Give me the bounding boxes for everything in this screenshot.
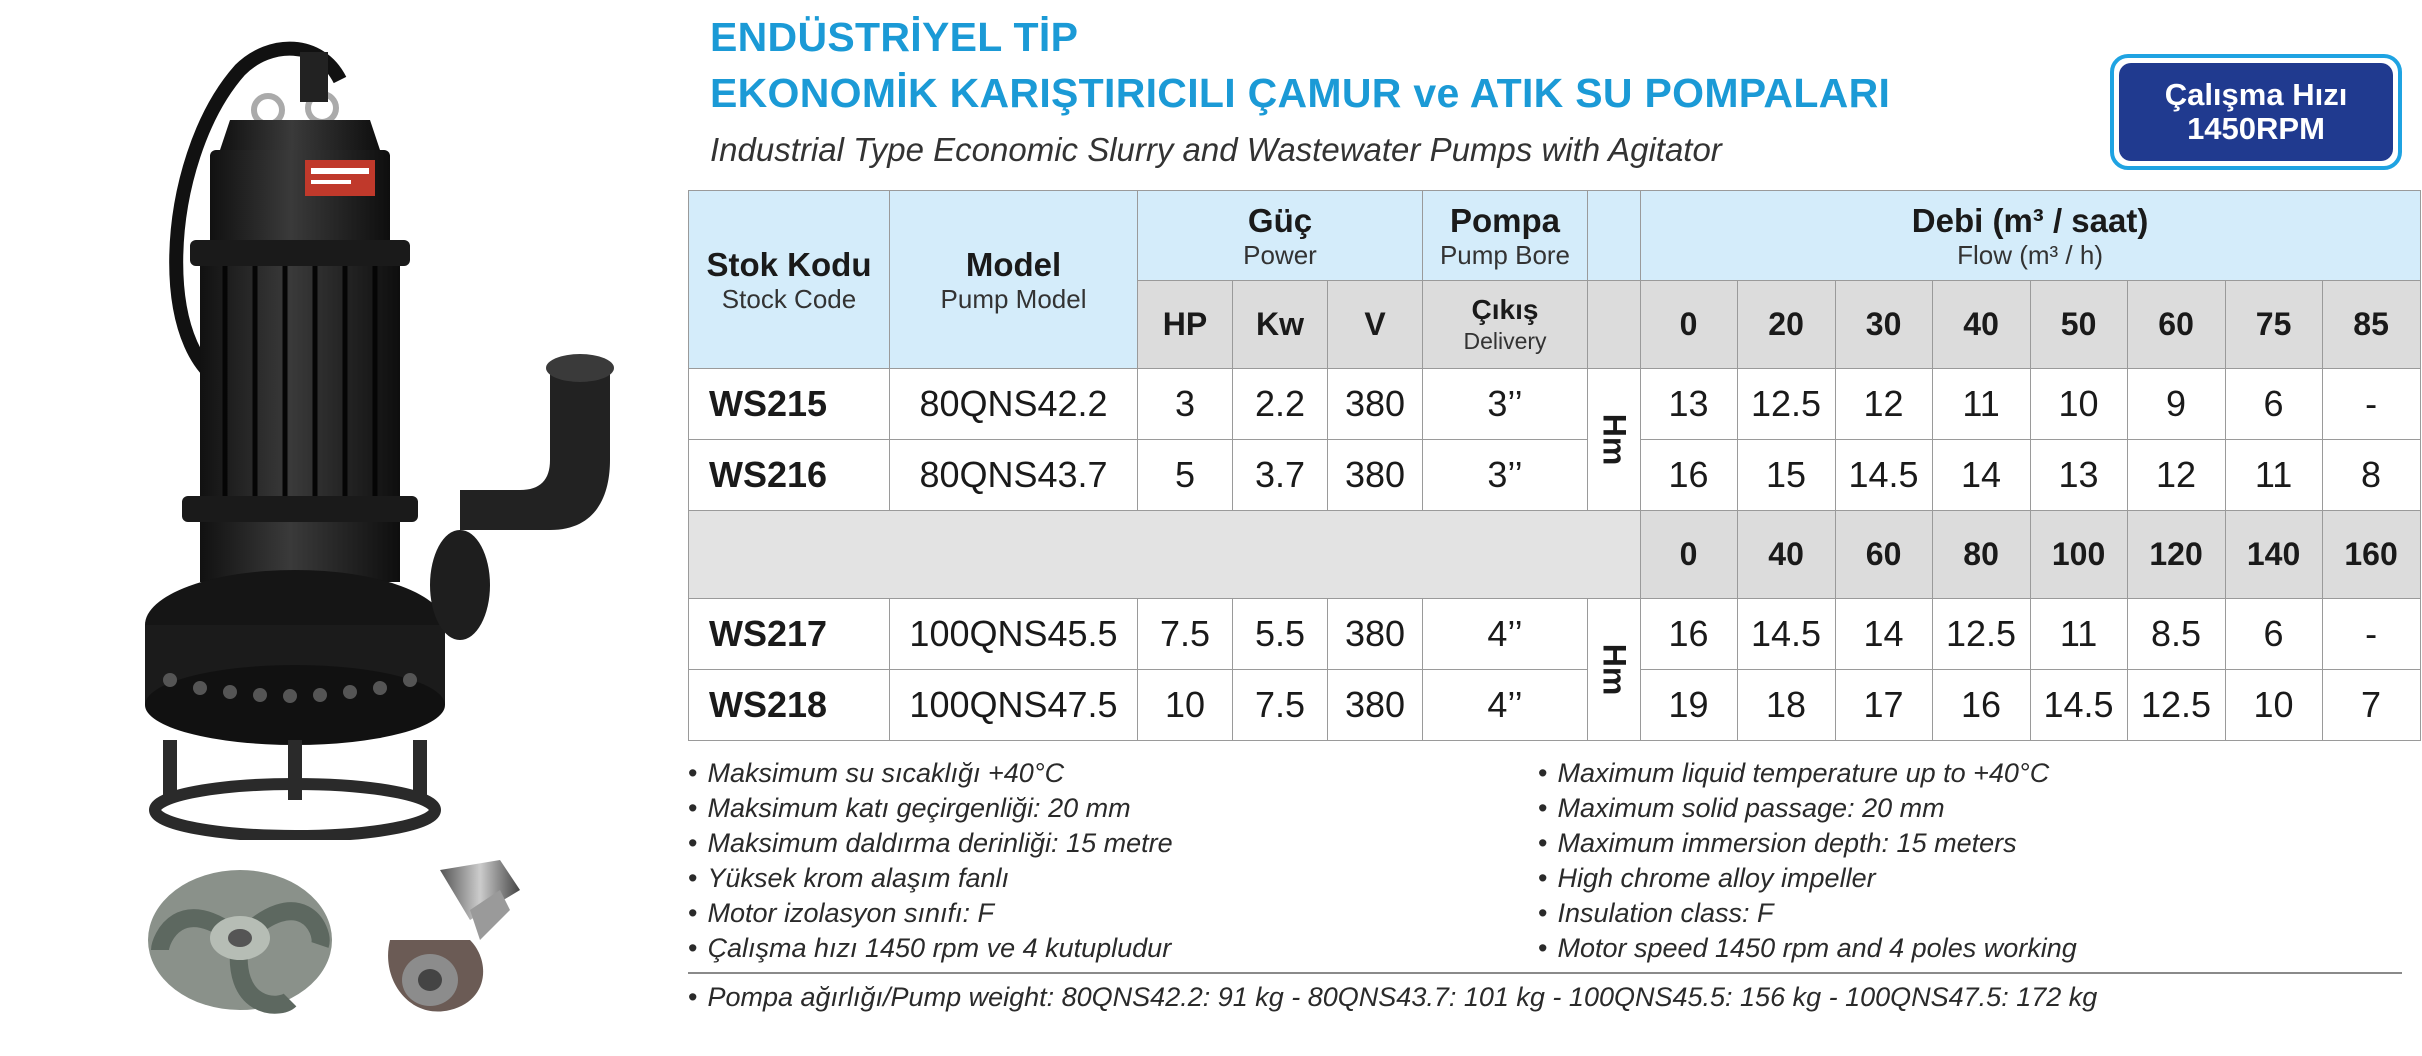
- page-title-line1: ENDÜSTRİYEL TİP: [710, 14, 1079, 60]
- flow-point: 60: [1835, 511, 1932, 599]
- flow-point: 60: [2127, 281, 2225, 369]
- delivery-value: 4’’: [1423, 599, 1588, 670]
- delivery-value: 3’’: [1423, 440, 1588, 511]
- head-value: 7: [2322, 670, 2420, 741]
- head-value: 8.5: [2127, 599, 2225, 670]
- head-value: 11: [2225, 440, 2322, 511]
- pump-weight-note: • Pompa ağırlığı/Pump weight: 80QNS42.2: 91 kg - 80QNS43.7: 101 kg - 100QNS45.5: 156 kg - 100QNS47.5: 172 kg: [688, 982, 2097, 1013]
- head-value: 16: [1640, 599, 1737, 670]
- stock-code: WS215: [689, 369, 890, 440]
- head-value: 11: [1932, 369, 2030, 440]
- flow-point: 0: [1640, 511, 1737, 599]
- col-header-delivery: [1423, 281, 1588, 369]
- note-item: • Motor speed 1450 rpm and 4 poles working: [1538, 931, 2077, 966]
- hp-value: 7.5: [1138, 599, 1233, 670]
- head-value: 8: [2322, 440, 2420, 511]
- col-header-model: [890, 191, 1138, 369]
- head-value: 11: [2030, 599, 2127, 670]
- power-label: Güç: [1247, 201, 1313, 239]
- power-sub: Power: [1243, 239, 1317, 270]
- flow-label: Debi (m³ / saat): [1911, 201, 2149, 239]
- table-row: [689, 670, 2421, 741]
- flow-point: 20: [1737, 281, 1835, 369]
- divider: [688, 972, 2402, 974]
- stock-code-label: Stok Kodu: [706, 245, 872, 283]
- col-header-kw: Kw: [1233, 281, 1328, 369]
- notes-english: [1538, 756, 2077, 966]
- note-item: • Çalışma hızı 1450 rpm ve 4 kutupludur: [688, 931, 1173, 966]
- note-item: • High chrome alloy impeller: [1538, 861, 2077, 896]
- note-item: • Maximum immersion depth: 15 meters: [1538, 826, 2077, 861]
- v-value: 380: [1328, 369, 1423, 440]
- hm-header-spacer: [1588, 191, 1641, 281]
- model-name: 80QNS43.7: [890, 440, 1138, 511]
- hp-value: 10: [1138, 670, 1233, 741]
- flow-point: 50: [2030, 281, 2127, 369]
- impeller-image: [140, 850, 340, 1020]
- delivery-sub: Delivery: [1463, 327, 1547, 354]
- delivery-value: 4’’: [1423, 670, 1588, 741]
- head-value: 12.5: [1737, 369, 1835, 440]
- table-row: [689, 369, 2421, 440]
- spec-table: [688, 190, 2421, 741]
- table-row: [689, 599, 2421, 670]
- model-name: 100QNS45.5: [890, 599, 1138, 670]
- head-value: 14.5: [1835, 440, 1932, 511]
- flow-point: 40: [1737, 511, 1835, 599]
- kw-value: 2.2: [1233, 369, 1328, 440]
- hm-label: Hm: [1588, 599, 1641, 741]
- flow-point: 40: [1932, 281, 2030, 369]
- flow-point: 85: [2322, 281, 2420, 369]
- speed-badge-label: Çalışma Hızı: [2164, 77, 2348, 112]
- stock-code-sub: Stock Code: [721, 283, 857, 314]
- head-value: -: [2322, 369, 2420, 440]
- col-header-v: V: [1328, 281, 1423, 369]
- bore-sub: Pump Bore: [1439, 239, 1571, 270]
- notes-turkish: [688, 756, 1173, 966]
- col-header-stock-code: [689, 191, 890, 369]
- flow-point: 75: [2225, 281, 2322, 369]
- note-item: • Motor izolasyon sınıfı: F: [688, 896, 1173, 931]
- table-row: [689, 440, 2421, 511]
- flow-point: 0: [1640, 281, 1737, 369]
- note-item: • Maksimum su sıcaklığı +40°C: [688, 756, 1173, 791]
- flow-point: 80: [1932, 511, 2030, 599]
- flow-point: 160: [2322, 511, 2420, 599]
- note-item: • Maximum liquid temperature up to +40°C: [1538, 756, 2077, 791]
- col-header-hp: HP: [1138, 281, 1233, 369]
- head-value: 17: [1835, 670, 1932, 741]
- note-item: • Maksimum katı geçirgenliği: 20 mm: [688, 791, 1173, 826]
- page-title-line2: EKONOMİK KARIŞTIRICILI ÇAMUR ve ATIK SU POMPALARI: [710, 70, 1891, 116]
- stock-code: WS217: [689, 599, 890, 670]
- bore-label: Pompa: [1449, 201, 1561, 239]
- col-header-bore: [1423, 191, 1588, 281]
- note-item: • Maksimum daldırma derinliği: 15 metre: [688, 826, 1173, 861]
- stock-code: WS216: [689, 440, 890, 511]
- speed-badge: [2110, 54, 2402, 170]
- group-separator: [689, 511, 1641, 599]
- note-item: • Maximum solid passage: 20 mm: [1538, 791, 2077, 826]
- flow-sub: Flow (m³ / h): [1957, 239, 2103, 270]
- delivery-label: Çıkış: [1471, 293, 1539, 325]
- hm-label: Hm: [1588, 369, 1641, 511]
- flow-point: 120: [2127, 511, 2225, 599]
- head-value: 16: [1932, 670, 2030, 741]
- head-value: 9: [2127, 369, 2225, 440]
- head-value: 12: [1835, 369, 1932, 440]
- col-header-power: [1138, 191, 1423, 281]
- model-label: Model: [965, 245, 1062, 283]
- head-value: 19: [1640, 670, 1737, 741]
- head-value: 13: [2030, 440, 2127, 511]
- kw-value: 3.7: [1233, 440, 1328, 511]
- flow-point: 100: [2030, 511, 2127, 599]
- head-value: 6: [2225, 599, 2322, 670]
- v-value: 380: [1328, 440, 1423, 511]
- head-value: 18: [1737, 670, 1835, 741]
- flow-point: 140: [2225, 511, 2322, 599]
- v-value: 380: [1328, 670, 1423, 741]
- flow-point: 30: [1835, 281, 1932, 369]
- head-value: 14.5: [1737, 599, 1835, 670]
- head-value: 14: [1932, 440, 2030, 511]
- speed-badge-value: 1450RPM: [2187, 111, 2325, 146]
- head-value: 13: [1640, 369, 1737, 440]
- hm-header-spacer2: [1588, 281, 1641, 369]
- head-value: 12: [2127, 440, 2225, 511]
- head-value: 12.5: [1932, 599, 2030, 670]
- kw-value: 5.5: [1233, 599, 1328, 670]
- model-name: 80QNS42.2: [890, 369, 1138, 440]
- agitator-image: [350, 850, 530, 1030]
- head-value: -: [2322, 599, 2420, 670]
- note-item: • Insulation class: F: [1538, 896, 2077, 931]
- note-item: • Yüksek krom alaşım fanlı: [688, 861, 1173, 896]
- pump-image: [130, 40, 700, 840]
- hp-value: 5: [1138, 440, 1233, 511]
- head-value: 14.5: [2030, 670, 2127, 741]
- hp-value: 3: [1138, 369, 1233, 440]
- kw-value: 7.5: [1233, 670, 1328, 741]
- head-value: 10: [2225, 670, 2322, 741]
- v-value: 380: [1328, 599, 1423, 670]
- page-subtitle: Industrial Type Economic Slurry and Wastewater Pumps with Agitator: [710, 131, 1722, 168]
- col-header-flow: [1640, 191, 2420, 281]
- head-value: 15: [1737, 440, 1835, 511]
- head-value: 16: [1640, 440, 1737, 511]
- model-name: 100QNS47.5: [890, 670, 1138, 741]
- delivery-value: 3’’: [1423, 369, 1588, 440]
- model-sub: Pump Model: [940, 283, 1087, 314]
- head-value: 14: [1835, 599, 1932, 670]
- head-value: 12.5: [2127, 670, 2225, 741]
- stock-code: WS218: [689, 670, 890, 741]
- head-value: 6: [2225, 369, 2322, 440]
- head-value: 10: [2030, 369, 2127, 440]
